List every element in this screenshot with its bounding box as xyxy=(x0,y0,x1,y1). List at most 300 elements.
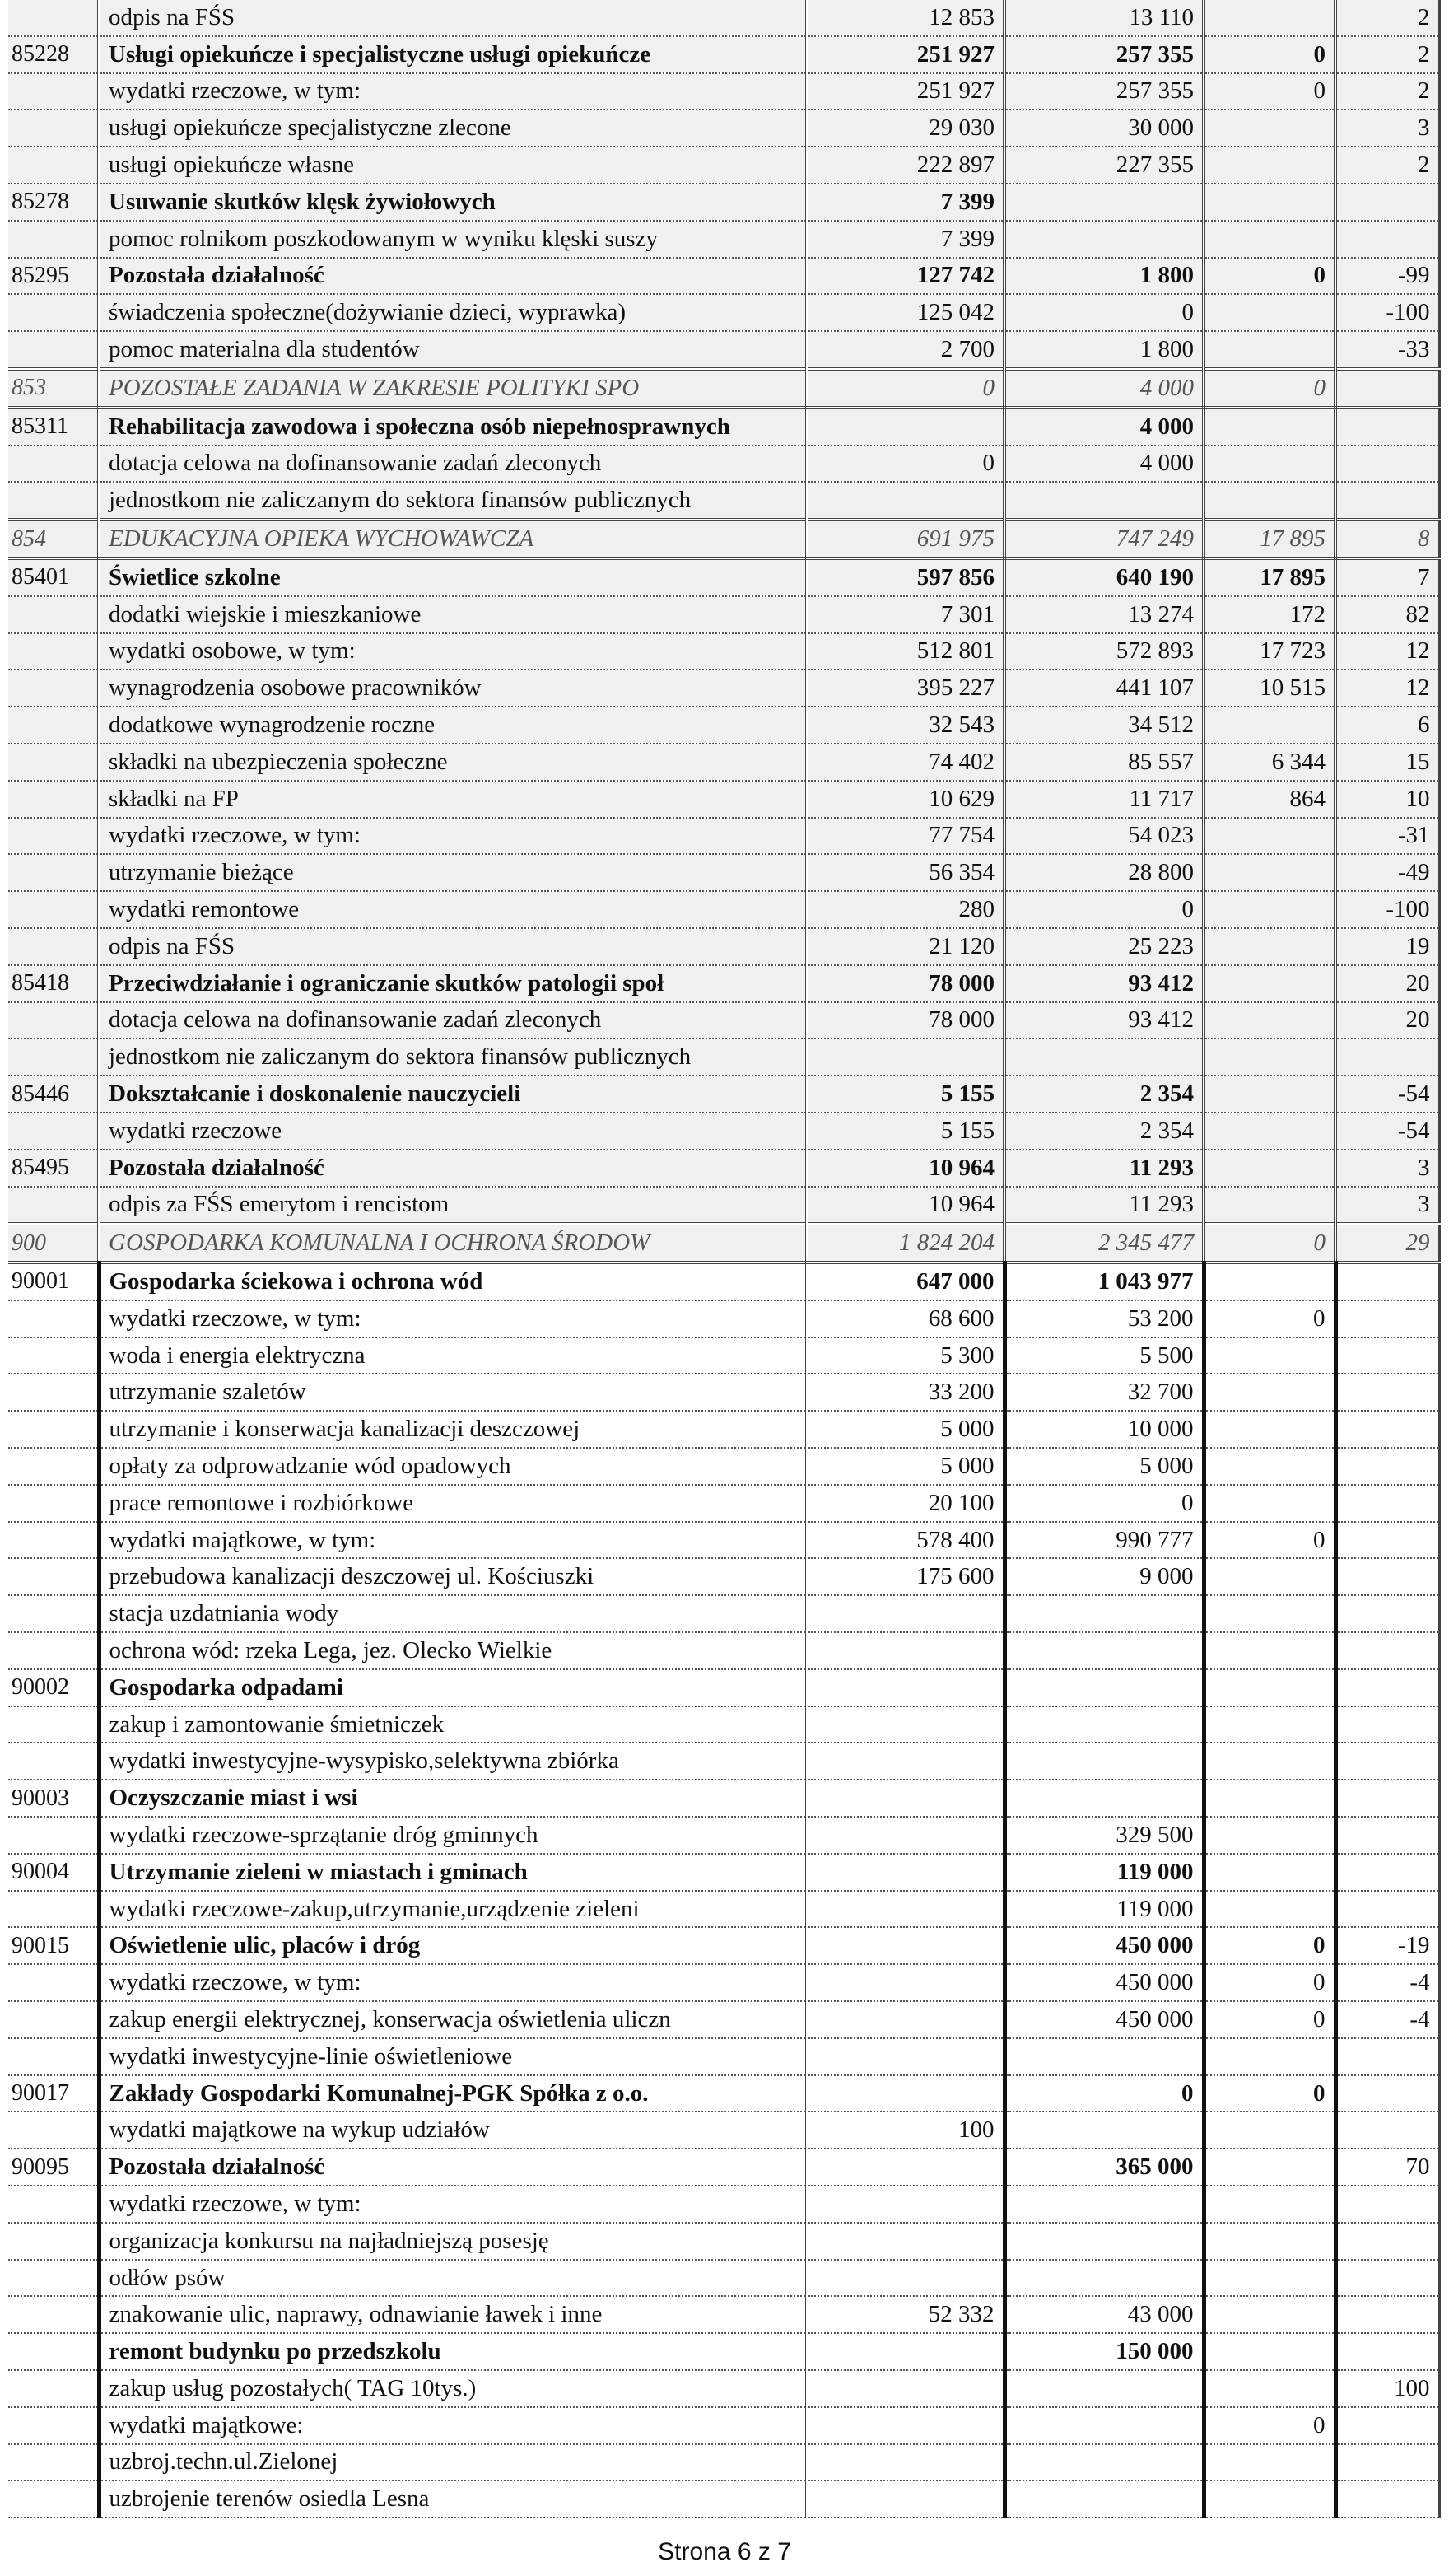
description-cell: Rehabilitacja zawodowa i społeczna osób niepełnosprawnych xyxy=(99,408,807,446)
percent-change-cell xyxy=(1335,1891,1439,1928)
amount-2005-cell: 93 412 xyxy=(1004,1002,1204,1039)
percent-change-cell: 2 xyxy=(1335,147,1439,184)
amount-2004-cell: 10 964 xyxy=(807,1150,1004,1187)
amount-other-cell xyxy=(1204,1595,1335,1632)
chapter-code-cell: 85401 xyxy=(8,558,99,596)
amount-2005-cell: 11 293 xyxy=(1004,1187,1204,1225)
description-cell: znakowanie ulic, naprawy, odnawianie ławek i inne xyxy=(99,2296,807,2333)
amount-2004-cell: 77 754 xyxy=(807,818,1004,855)
percent-change-cell xyxy=(1335,1038,1439,1076)
description-cell: składki na ubezpieczenia społeczne xyxy=(99,744,807,781)
table-row xyxy=(8,1411,1439,1448)
amount-other-cell xyxy=(1204,2260,1335,2297)
description-cell: usługi opiekuńcze specjalistyczne zlecone xyxy=(99,110,807,147)
amount-other-cell xyxy=(1204,2480,1335,2518)
section-row xyxy=(8,520,1439,558)
percent-change-cell xyxy=(1335,446,1439,483)
amount-other-cell xyxy=(1204,891,1335,928)
amount-other-cell xyxy=(1204,294,1335,331)
amount-2005-cell: 4 000 xyxy=(1004,446,1204,483)
amount-2005-cell xyxy=(1004,1038,1204,1076)
chapter-row xyxy=(8,2149,1439,2186)
percent-change-cell: 20 xyxy=(1335,1002,1439,1039)
table-row xyxy=(8,1038,1439,1076)
amount-2004-cell xyxy=(807,1038,1004,1076)
chapter-code-cell: 853 xyxy=(8,369,99,408)
percent-change-cell: 3 xyxy=(1335,1187,1439,1225)
amount-2004-cell xyxy=(807,2001,1004,2038)
chapter-code-cell: 90004 xyxy=(8,1854,99,1891)
amount-other-cell xyxy=(1204,1337,1335,1374)
description-cell: zakup energii elektrycznej, konserwacja oświetlenia uliczn xyxy=(99,2001,807,2038)
amount-2004-cell xyxy=(807,2480,1004,2518)
table-row xyxy=(8,1891,1439,1928)
table-row xyxy=(8,1558,1439,1595)
amount-2004-cell: 127 742 xyxy=(807,258,1004,295)
percent-change-cell: 12 xyxy=(1335,670,1439,707)
table-row xyxy=(8,2333,1439,2370)
amount-2004-cell: 20 100 xyxy=(807,1485,1004,1522)
percent-change-cell: 29 xyxy=(1335,1224,1439,1262)
amount-2005-cell: 11 717 xyxy=(1004,781,1204,818)
amount-2004-cell: 2 700 xyxy=(807,331,1004,369)
chapter-code-cell xyxy=(8,147,99,184)
description-cell: wynagrodzenia osobowe pracowników xyxy=(99,670,807,707)
amount-other-cell: 0 xyxy=(1204,2407,1335,2444)
table-row xyxy=(8,2370,1439,2407)
amount-other-cell xyxy=(1204,147,1335,184)
table-row xyxy=(8,2407,1439,2444)
amount-other-cell: 0 xyxy=(1204,2001,1335,2038)
amount-2005-cell: 572 893 xyxy=(1004,633,1204,670)
amount-2004-cell: 5 155 xyxy=(807,1113,1004,1150)
amount-2005-cell: 2 345 477 xyxy=(1004,1224,1204,1262)
amount-other-cell: 0 xyxy=(1204,2075,1335,2112)
chapter-code-cell xyxy=(8,294,99,331)
percent-change-cell xyxy=(1335,1262,1439,1300)
table-row xyxy=(8,2260,1439,2297)
description-cell: Pozostała działalność xyxy=(99,1150,807,1187)
chapter-code-cell: 85446 xyxy=(8,1076,99,1113)
amount-2004-cell: 52 332 xyxy=(807,2296,1004,2333)
chapter-code-cell xyxy=(8,2370,99,2407)
chapter-code-cell xyxy=(8,596,99,633)
amount-other-cell: 0 xyxy=(1204,1522,1335,1559)
chapter-code-cell xyxy=(8,1187,99,1225)
amount-2004-cell xyxy=(807,1817,1004,1854)
amount-2004-cell xyxy=(807,2075,1004,2112)
amount-2004-cell xyxy=(807,2444,1004,2481)
percent-change-cell xyxy=(1335,2075,1439,2112)
percent-change-cell: 2 xyxy=(1335,36,1439,73)
description-cell: wydatki rzeczowe-sprzątanie dróg gminnych xyxy=(99,1817,807,1854)
percent-change-cell xyxy=(1335,1448,1439,1485)
amount-2004-cell xyxy=(807,2370,1004,2407)
percent-change-cell xyxy=(1335,221,1439,258)
amount-2005-cell: 119 000 xyxy=(1004,1891,1204,1928)
chapter-code-cell xyxy=(8,1448,99,1485)
amount-other-cell: 0 xyxy=(1204,1964,1335,2001)
percent-change-cell: 7 xyxy=(1335,558,1439,596)
amount-2005-cell xyxy=(1004,1632,1204,1669)
table-row xyxy=(8,110,1439,147)
amount-other-cell: 0 xyxy=(1204,1224,1335,1262)
chapter-code-cell: 854 xyxy=(8,520,99,558)
description-cell: dodatkowe wynagrodzenie roczne xyxy=(99,707,807,744)
percent-change-cell xyxy=(1335,1485,1439,1522)
percent-change-cell xyxy=(1335,1632,1439,1669)
amount-other-cell xyxy=(1204,2296,1335,2333)
percent-change-cell xyxy=(1335,369,1439,408)
chapter-code-cell xyxy=(8,818,99,855)
description-cell: ochrona wód: rzeka Lega, jez. Olecko Wielkie xyxy=(99,1632,807,1669)
description-cell: odpis za FŚS emerytom i rencistom xyxy=(99,1187,807,1225)
percent-change-cell xyxy=(1335,1669,1439,1706)
table-row xyxy=(8,744,1439,781)
percent-change-cell: -99 xyxy=(1335,258,1439,295)
amount-2005-cell xyxy=(1004,2186,1204,2223)
amount-2004-cell: 691 975 xyxy=(807,520,1004,558)
table-row xyxy=(8,482,1439,520)
percent-change-cell: -100 xyxy=(1335,891,1439,928)
table-row xyxy=(8,1113,1439,1150)
amount-other-cell: 172 xyxy=(1204,596,1335,633)
percent-change-cell xyxy=(1335,1706,1439,1743)
description-cell: jednostkom nie zaliczanym do sektora finansów publicznych xyxy=(99,1038,807,1076)
chapter-row xyxy=(8,1854,1439,1891)
amount-2005-cell: 1 800 xyxy=(1004,331,1204,369)
amount-other-cell: 0 xyxy=(1204,1927,1335,1964)
amount-other-cell xyxy=(1204,1669,1335,1706)
amount-2005-cell: 0 xyxy=(1004,2075,1204,2112)
description-cell: Usuwanie skutków klęsk żywiołowych xyxy=(99,184,807,221)
amount-2004-cell xyxy=(807,1964,1004,2001)
description-cell: Gospodarka odpadami xyxy=(99,1669,807,1706)
description-cell: wydatki rzeczowe, w tym: xyxy=(99,1964,807,2001)
amount-2005-cell: 5 500 xyxy=(1004,1337,1204,1374)
chapter-code-cell xyxy=(8,221,99,258)
description-cell: woda i energia elektryczna xyxy=(99,1337,807,1374)
description-cell: dodatki wiejskie i mieszkaniowe xyxy=(99,596,807,633)
percent-change-cell: -4 xyxy=(1335,1964,1439,2001)
description-cell: utrzymanie bieżące xyxy=(99,854,807,891)
amount-other-cell xyxy=(1204,1780,1335,1817)
chapter-row xyxy=(8,1780,1439,1817)
amount-other-cell: 0 xyxy=(1204,258,1335,295)
amount-2005-cell: 34 512 xyxy=(1004,707,1204,744)
amount-2004-cell: 74 402 xyxy=(807,744,1004,781)
chapter-code-cell xyxy=(8,1817,99,1854)
chapter-code-cell xyxy=(8,1113,99,1150)
amount-2005-cell: 4 000 xyxy=(1004,408,1204,446)
chapter-code-cell xyxy=(8,891,99,928)
amount-2005-cell: 5 000 xyxy=(1004,1448,1204,1485)
amount-2005-cell: 640 190 xyxy=(1004,558,1204,596)
table-row xyxy=(8,294,1439,331)
percent-change-cell: -31 xyxy=(1335,818,1439,855)
amount-2004-cell: 78 000 xyxy=(807,965,1004,1002)
table-row xyxy=(8,1522,1439,1559)
amount-other-cell xyxy=(1204,2444,1335,2481)
amount-other-cell: 6 344 xyxy=(1204,744,1335,781)
amount-2004-cell xyxy=(807,2407,1004,2444)
description-cell: wydatki osobowe, w tym: xyxy=(99,633,807,670)
amount-other-cell xyxy=(1204,1891,1335,1928)
table-row xyxy=(8,2480,1439,2518)
chapter-code-cell: 90003 xyxy=(8,1780,99,1817)
chapter-row xyxy=(8,2075,1439,2112)
table-row xyxy=(8,1002,1439,1039)
amount-2004-cell: 5 000 xyxy=(807,1448,1004,1485)
amount-2004-cell: 10 964 xyxy=(807,1187,1004,1225)
amount-other-cell: 864 xyxy=(1204,781,1335,818)
chapter-row xyxy=(8,36,1439,73)
amount-2005-cell: 53 200 xyxy=(1004,1300,1204,1337)
amount-2005-cell: 2 354 xyxy=(1004,1113,1204,1150)
amount-other-cell xyxy=(1204,2333,1335,2370)
chapter-code-cell xyxy=(8,1411,99,1448)
description-cell: Oczyszczanie miast i wsi xyxy=(99,1780,807,1817)
table-row xyxy=(8,147,1439,184)
chapter-code-cell xyxy=(8,2260,99,2297)
percent-change-cell: 3 xyxy=(1335,110,1439,147)
chapter-code-cell xyxy=(8,2001,99,2038)
percent-change-cell: 10 xyxy=(1335,781,1439,818)
table-row xyxy=(8,1964,1439,2001)
amount-other-cell xyxy=(1204,221,1335,258)
percent-change-cell xyxy=(1335,2038,1439,2075)
amount-2004-cell: 68 600 xyxy=(807,1300,1004,1337)
amount-2005-cell xyxy=(1004,2407,1204,2444)
amount-2005-cell: 329 500 xyxy=(1004,1817,1204,1854)
description-cell: zakup usług pozostałych( TAG 10tys.) xyxy=(99,2370,807,2407)
percent-change-cell xyxy=(1335,2112,1439,2149)
percent-change-cell: -33 xyxy=(1335,331,1439,369)
amount-2004-cell: 597 856 xyxy=(807,558,1004,596)
chapter-code-cell xyxy=(8,670,99,707)
description-cell: Pozostała działalność xyxy=(99,258,807,295)
amount-2004-cell xyxy=(807,2223,1004,2260)
chapter-code-cell xyxy=(8,1374,99,1411)
amount-other-cell: 17 895 xyxy=(1204,558,1335,596)
amount-2005-cell: 30 000 xyxy=(1004,110,1204,147)
table-row xyxy=(8,818,1439,855)
description-cell: pomoc materialna dla studentów xyxy=(99,331,807,369)
amount-2005-cell: 1 043 977 xyxy=(1004,1262,1204,1300)
percent-change-cell: 100 xyxy=(1335,2370,1439,2407)
table-row xyxy=(8,781,1439,818)
percent-change-cell xyxy=(1335,2444,1439,2481)
percent-change-cell xyxy=(1335,2186,1439,2223)
amount-2005-cell: 0 xyxy=(1004,891,1204,928)
amount-2005-cell xyxy=(1004,2223,1204,2260)
table-row xyxy=(8,854,1439,891)
description-cell: wydatki remontowe xyxy=(99,891,807,928)
chapter-code-cell xyxy=(8,854,99,891)
description-cell: utrzymanie i konserwacja kanalizacji deszczowej xyxy=(99,1411,807,1448)
amount-2004-cell xyxy=(807,408,1004,446)
table-row xyxy=(8,1595,1439,1632)
amount-2004-cell xyxy=(807,2260,1004,2297)
amount-2005-cell xyxy=(1004,1595,1204,1632)
description-cell: Dokształcanie i doskonalenie nauczycieli xyxy=(99,1076,807,1113)
amount-2004-cell xyxy=(807,1891,1004,1928)
table-row xyxy=(8,891,1439,928)
amount-2005-cell xyxy=(1004,2038,1204,2075)
amount-other-cell xyxy=(1204,482,1335,520)
description-cell: jednostkom nie zaliczanym do sektora finansów publicznych xyxy=(99,482,807,520)
description-cell: wydatki rzeczowe, w tym: xyxy=(99,2186,807,2223)
chapter-code-cell xyxy=(8,1632,99,1669)
amount-other-cell xyxy=(1204,1076,1335,1113)
chapter-code-cell: 90095 xyxy=(8,2149,99,2186)
table-row xyxy=(8,1374,1439,1411)
amount-other-cell xyxy=(1204,1632,1335,1669)
chapter-code-cell xyxy=(8,1595,99,1632)
amount-other-cell xyxy=(1204,1187,1335,1225)
description-cell: wydatki inwestycyjne-linie oświetleniowe xyxy=(99,2038,807,2075)
budget-table xyxy=(8,0,1441,2518)
amount-other-cell xyxy=(1204,1448,1335,1485)
amount-2005-cell: 441 107 xyxy=(1004,670,1204,707)
description-cell: usługi opiekuńcze własne xyxy=(99,147,807,184)
percent-change-cell xyxy=(1335,1595,1439,1632)
amount-other-cell xyxy=(1204,1485,1335,1522)
amount-2004-cell: 175 600 xyxy=(807,1558,1004,1595)
chapter-row xyxy=(8,1076,1439,1113)
amount-2004-cell xyxy=(807,1854,1004,1891)
chapter-code-cell xyxy=(8,1558,99,1595)
amount-2004-cell xyxy=(807,1780,1004,1817)
table-row xyxy=(8,221,1439,258)
table-row xyxy=(8,1743,1439,1780)
amount-2004-cell: 222 897 xyxy=(807,147,1004,184)
amount-2004-cell xyxy=(807,1927,1004,1964)
chapter-row xyxy=(8,258,1439,295)
percent-change-cell xyxy=(1335,1743,1439,1780)
amount-2004-cell: 5 155 xyxy=(807,1076,1004,1113)
description-cell: przebudowa kanalizacji deszczowej ul. Kościuszki xyxy=(99,1558,807,1595)
percent-change-cell xyxy=(1335,482,1439,520)
chapter-row xyxy=(8,1927,1439,1964)
amount-other-cell xyxy=(1204,0,1335,36)
amount-2004-cell xyxy=(807,2038,1004,2075)
table-row xyxy=(8,331,1439,369)
chapter-code-cell xyxy=(8,482,99,520)
amount-2005-cell: 747 249 xyxy=(1004,520,1204,558)
chapter-code-cell xyxy=(8,0,99,36)
description-cell: EDUKACYJNA OPIEKA WYCHOWAWCZA xyxy=(99,520,807,558)
description-cell: Utrzymanie zieleni w miastach i gminach xyxy=(99,1854,807,1891)
percent-change-cell: 2 xyxy=(1335,73,1439,110)
table-row xyxy=(8,1817,1439,1854)
amount-2005-cell: 13 110 xyxy=(1004,0,1204,36)
chapter-code-cell xyxy=(8,2333,99,2370)
amount-2004-cell xyxy=(807,482,1004,520)
amount-2004-cell: 100 xyxy=(807,2112,1004,2149)
chapter-row xyxy=(8,408,1439,446)
amount-other-cell xyxy=(1204,1374,1335,1411)
amount-2004-cell: 21 120 xyxy=(807,928,1004,965)
percent-change-cell xyxy=(1335,1300,1439,1337)
amount-other-cell xyxy=(1204,1558,1335,1595)
chapter-code-cell: 90015 xyxy=(8,1927,99,1964)
amount-2005-cell: 0 xyxy=(1004,1485,1204,1522)
percent-change-cell xyxy=(1335,408,1439,446)
chapter-row xyxy=(8,1150,1439,1187)
amount-2004-cell: 5 300 xyxy=(807,1337,1004,1374)
amount-2005-cell: 28 800 xyxy=(1004,854,1204,891)
amount-other-cell xyxy=(1204,110,1335,147)
amount-2004-cell: 125 042 xyxy=(807,294,1004,331)
amount-other-cell xyxy=(1204,2223,1335,2260)
amount-2005-cell: 227 355 xyxy=(1004,147,1204,184)
description-cell: dotacja celowa na dofinansowanie zadań zleconych xyxy=(99,446,807,483)
chapter-code-cell xyxy=(8,1706,99,1743)
table-row xyxy=(8,707,1439,744)
percent-change-cell xyxy=(1335,1854,1439,1891)
amount-2005-cell: 11 293 xyxy=(1004,1150,1204,1187)
chapter-code-cell: 90017 xyxy=(8,2075,99,2112)
amount-2004-cell: 0 xyxy=(807,446,1004,483)
percent-change-cell: 70 xyxy=(1335,2149,1439,2186)
amount-2005-cell: 450 000 xyxy=(1004,1964,1204,2001)
amount-other-cell xyxy=(1204,1150,1335,1187)
description-cell: wydatki majątkowe na wykup udziałów xyxy=(99,2112,807,2149)
amount-other-cell: 10 515 xyxy=(1204,670,1335,707)
description-cell: Usługi opiekuńcze i specjalistyczne usługi opiekuńcze xyxy=(99,36,807,73)
amount-2005-cell xyxy=(1004,1669,1204,1706)
table-row xyxy=(8,1632,1439,1669)
chapter-code-cell xyxy=(8,1002,99,1039)
percent-change-cell: -4 xyxy=(1335,2001,1439,2038)
description-cell: Pozostała działalność xyxy=(99,2149,807,2186)
amount-2004-cell xyxy=(807,1706,1004,1743)
chapter-code-cell xyxy=(8,2186,99,2223)
amount-2004-cell xyxy=(807,2333,1004,2370)
table-row xyxy=(8,1485,1439,1522)
chapter-code-cell: 85418 xyxy=(8,965,99,1002)
table-row xyxy=(8,1337,1439,1374)
amount-2005-cell xyxy=(1004,2260,1204,2297)
percent-change-cell xyxy=(1335,2223,1439,2260)
amount-2005-cell: 450 000 xyxy=(1004,1927,1204,1964)
table-row xyxy=(8,2186,1439,2223)
chapter-row xyxy=(8,1262,1439,1300)
chapter-code-cell xyxy=(8,2112,99,2149)
budget-table-body xyxy=(8,0,1439,2518)
table-row xyxy=(8,1187,1439,1225)
amount-other-cell xyxy=(1204,2186,1335,2223)
amount-2005-cell: 150 000 xyxy=(1004,2333,1204,2370)
amount-other-cell xyxy=(1204,1002,1335,1039)
percent-change-cell xyxy=(1335,1522,1439,1559)
amount-2004-cell: 7 301 xyxy=(807,596,1004,633)
amount-2005-cell xyxy=(1004,2370,1204,2407)
amount-2005-cell: 1 800 xyxy=(1004,258,1204,295)
amount-2004-cell xyxy=(807,2186,1004,2223)
description-cell: uzbroj.techn.ul.Zielonej xyxy=(99,2444,807,2481)
percent-change-cell xyxy=(1335,184,1439,221)
description-cell: stacja uzdatniania wody xyxy=(99,1595,807,1632)
description-cell: odłów psów xyxy=(99,2260,807,2297)
description-cell: wydatki rzeczowe-zakup,utrzymanie,urządzenie zieleni xyxy=(99,1891,807,1928)
description-cell: prace remontowe i rozbiórkowe xyxy=(99,1485,807,1522)
percent-change-cell: 12 xyxy=(1335,633,1439,670)
amount-2005-cell: 257 355 xyxy=(1004,36,1204,73)
table-row xyxy=(8,0,1439,36)
chapter-code-cell: 85495 xyxy=(8,1150,99,1187)
